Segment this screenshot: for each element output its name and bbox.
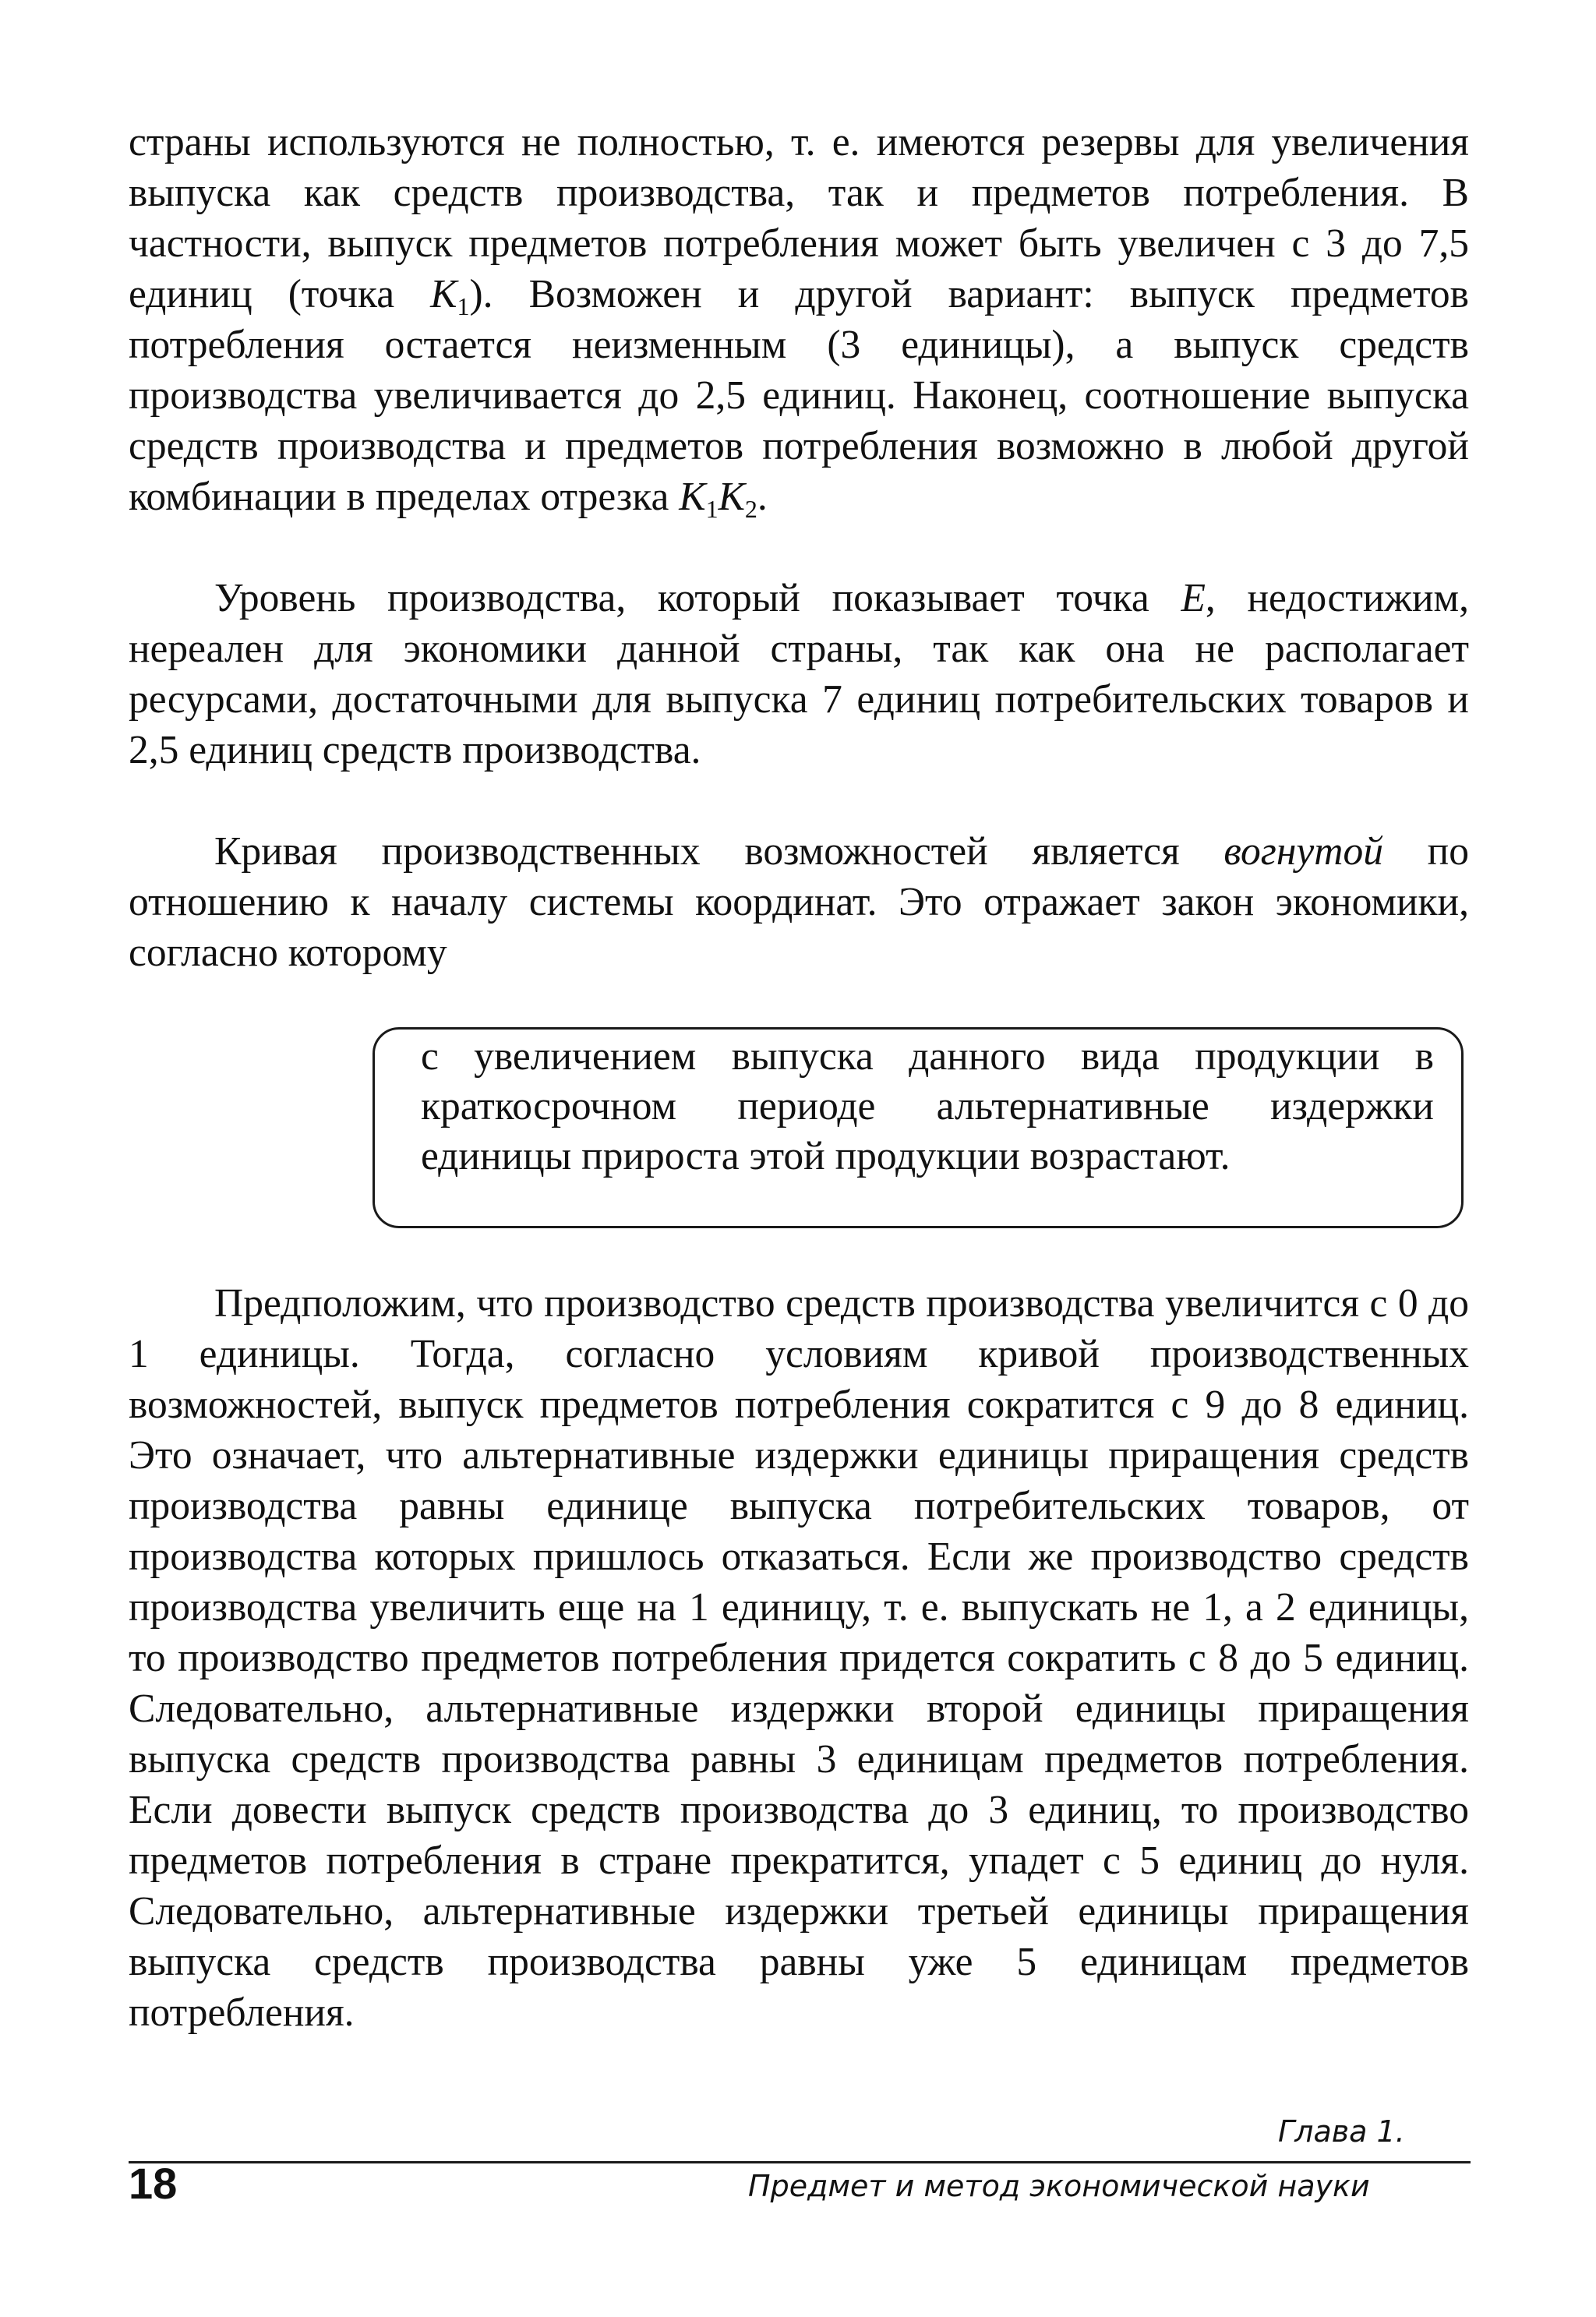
segment-k2-label: K bbox=[718, 475, 745, 519]
point-e-label: E bbox=[1181, 576, 1206, 620]
paragraph-2-text-b: , недостижим, нереален для экономики данной страны, так как она не располагает ресурсами, достаточными для выпуска 7 единиц потребительских товаров и 2,5 единиц средств производства. bbox=[129, 576, 1469, 772]
paragraph-1-text-a: страны используются не полностью, т. е. имеются резервы для увеличения выпуска как средств производства, так и предметов потребления. В частности, выпуск предметов потребления может быть увеличен с 3 до 7,5 единиц (точка bbox=[129, 120, 1469, 316]
concave-emphasis: вогнутой bbox=[1223, 829, 1383, 874]
point-k-subscript: 1 bbox=[457, 292, 470, 320]
body-paragraph-1 bbox=[129, 117, 1469, 522]
paragraph-2-text-a: Уровень производства, который показывает точка bbox=[214, 576, 1181, 620]
paragraph-1-text-c: . bbox=[757, 475, 768, 519]
law-callout-text: с увеличением выпуска данного вида продукции в краткосрочном периоде альтернативные издержки единицы прироста этой продукции возрастают. bbox=[421, 1034, 1434, 1178]
running-footer-chapter: Глава 1. bbox=[1278, 2114, 1405, 2149]
segment-k1-subscript: 1 bbox=[705, 495, 719, 523]
paragraph-4-text: Предположим, что производство средств производства увеличится с 0 до 1 единицы. Тогда, согласно условиям кривой производственных возможностей, выпуск предметов потребления сократится с 9 до 8 единиц. Это означает, что альтернативные издержки единицы приращения средств производства равны единице выпуска потребительских товаров, от производства которых пришлось отказаться. Если же производство средств производства увеличить еще на 1 единицу, т. е. выпускать не 1, а 2 единицы, то производство предметов потребления придется сократить с 8 до 5 единиц. Следовательно, альтернативные издержки второй единицы приращения выпуска средств производства равны 3 единицам предметов потребления. Если довести выпуск средств производства до 3 единиц, то производство предметов потребления в стране прекратится, упадет с 5 единиц до нуля. Следовательно, альтернативные издержки третьей единицы приращения выпуска средств производства равны уже 5 единицам предметов потребления. bbox=[129, 1281, 1469, 2035]
footer-divider bbox=[129, 2161, 1471, 2163]
body-paragraph-2 bbox=[129, 573, 1469, 775]
segment-k2-subscript: 2 bbox=[744, 495, 757, 523]
point-k-label: K bbox=[430, 272, 457, 316]
segment-k1-label: K bbox=[679, 475, 706, 519]
page-number: 18 bbox=[129, 2159, 178, 2208]
running-footer-title: Предмет и метод экономической науки bbox=[748, 2169, 1370, 2203]
paragraph-3-text-a: Кривая производственных возможностей является bbox=[214, 829, 1224, 874]
paragraph-3-text-b: по отношению к началу системы координат. Это отражает закон экономики, согласно которому bbox=[129, 829, 1469, 975]
paragraph-1-text-b: ). Возможен и другой вариант: выпуск предметов потребления остается неизменным (3 единицы), а выпуск средств производства увеличивается до 2,5 единиц. Наконец, соотношение выпуска средств производства и предметов потребления возможно в любой другой комбинации в пределах отрезка bbox=[129, 272, 1469, 519]
body-paragraph-4 bbox=[129, 1278, 1469, 2038]
body-paragraph-3 bbox=[129, 826, 1469, 978]
